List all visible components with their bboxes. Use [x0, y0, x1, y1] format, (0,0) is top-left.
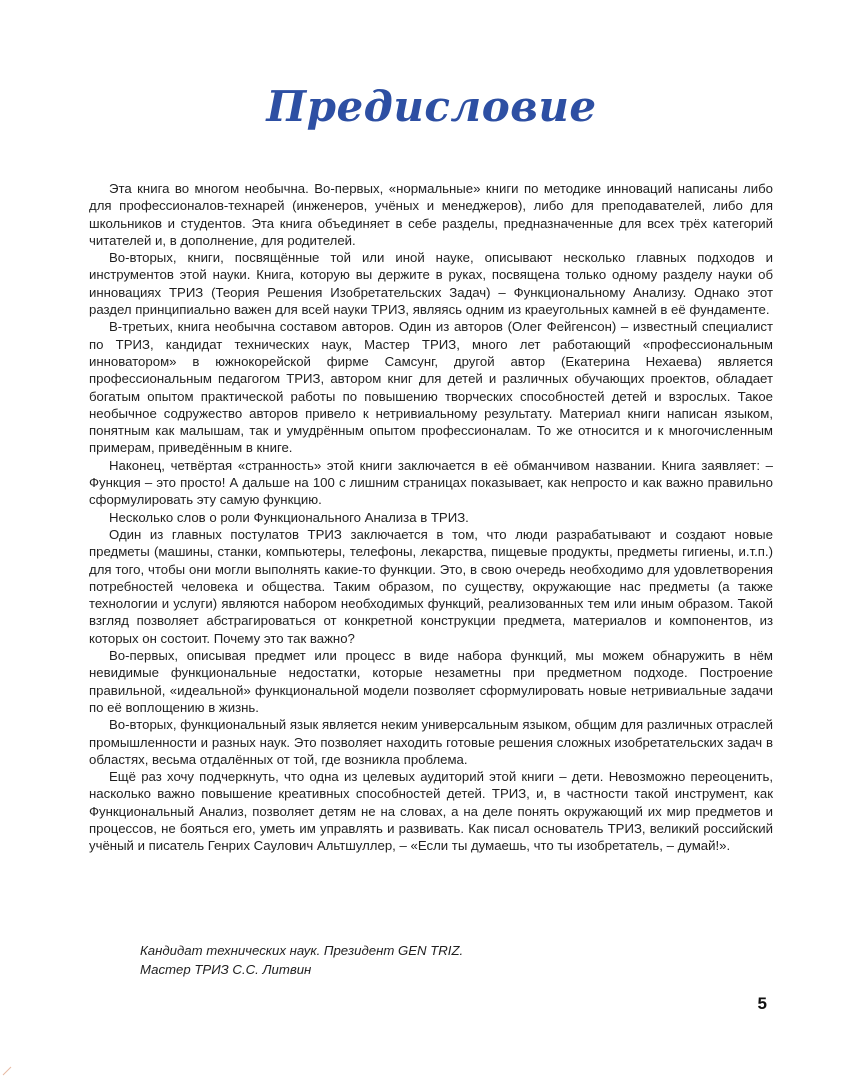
signature-line-1: Кандидат технических наук. Президент GEN TRIZ. — [140, 943, 464, 958]
paragraph: Ещё раз хочу подчеркнуть, что одна из целевых аудиторий этой книги – дети. Невозможно переоценить, насколько важно повышение креативных способностей детей. ТРИЗ, и, в частности такой инструмент, как Функциональный Анализ, позволяет детям не на словах, а на деле понять окружающий их мир предметов и процессов, не бояться его, уметь им управлять и развивать. Как писал основатель ТРИЗ, великий российский учёный и писатель Генрих Саулович Альтшуллер, – «Если ты думаешь, что ты изобретатель, – думай!». — [89, 769, 773, 854]
signature-line-2: Мастер ТРИЗ С.С. Литвин — [140, 961, 312, 977]
paragraph: Несколько слов о роли Функционального Анализа в ТРИЗ. — [109, 509, 469, 525]
paragraph: Один из главных постулатов ТРИЗ заключается в том, что люди разрабатывают и создают новые предметы (машины, станки, компьютеры, телефоны, лекарства, пищевые продукты, предметы гигиены, и.т.п.) для того, чтобы они могли выполнять какие-то функции. Это, в свою очередь необходимо для удовлетворения потребностей человека и общества. Таким образом, по существу, окружающие нас предметы (а также технологии и услуги) являются набором необходимых функций, реализованных тем или иным образом. Такой взгляд позволяет абстрагироваться от конкретной конструкции предмета, материалов и компонентов, из которых он состоит. Почему это так важно? — [89, 526, 773, 646]
paragraph: Во-вторых, функциональный язык является неким универсальным языком, общим для различных отраслей промышленности и разных наук. Это позволяет находить готовые решения сложных изобретательских задач в областях, весьма отдалённых от той, где возникла проблема. — [89, 717, 773, 767]
paragraph: Во-вторых, книги, посвящённые той или иной науке, описывают несколько главных подходов и инструментов этой науки. Книга, которую вы держите в руках, посвящена только одному разделу науки об инновациях ТРИЗ (Теория Решения Изобретательских Задач) – Функциональному Анализу. Однако этот раздел принципиально важен для всей науки ТРИЗ, являясь одним из краеугольных камней в её фундаменте. — [89, 250, 773, 318]
corner-fold-icon — [2, 1066, 12, 1076]
author-signature — [140, 942, 463, 979]
paragraph: Во-первых, описывая предмет или процесс в виде набора функций, мы можем обнаружить в нём невидимые функциональные недостатки, которые незаметны при предметном подходе. Построение правильной, «идеальной» функциональной модели позволяет сформулировать новые нетривиальные задачи по её воплощению в жизнь. — [89, 648, 773, 715]
page-number: 5 — [757, 994, 767, 1013]
paragraph: В-третьих, книга необычна составом авторов. Один из авторов (Олег Фейгенсон) – известный специалист по ТРИЗ, кандидат технических наук, Мастер ТРИЗ, много лет работающий «профессиональным инноватором» в южнокорейской фирме Самсунг, другой автор (Екатерина Нехаева) является профессиональным педагогом ТРИЗ, автором книг для детей и различных обучающих проектов, обладает богатым опытом практической работы по повышению творческих способностей детей и взрослых. Такое необычное содружество авторов привело к нетривиальному результату. Материал книги написан языком, понятным как малышам, так и умудрённым опытом профессионалам. То же относится и к многочисленным примерам, приведённым в книге. — [89, 319, 773, 456]
paragraph: Наконец, четвёртая «странность» этой книги заключается в её обманчивом названии. Книга заявляет: – Функция – это просто! А дальше на 100 с лишним страницах показывает, как непросто и как важно правильно сформулировать эту самую функцию. — [89, 457, 773, 508]
preface-body — [89, 180, 773, 855]
paragraph: Эта книга во многом необычна. Во-первых, «нормальные» книги по методике инноваций написаны либо для профессионалов-технарей (инженеров, учёных и менеджеров), либо для преподавателей, либо для школьников и студентов. Эта книга объединяет в себе разделы, предназначенные для всех трёх категорий читателей и, в дополнение, для родителей. — [89, 181, 773, 248]
page-title: Предисловие — [266, 82, 597, 131]
